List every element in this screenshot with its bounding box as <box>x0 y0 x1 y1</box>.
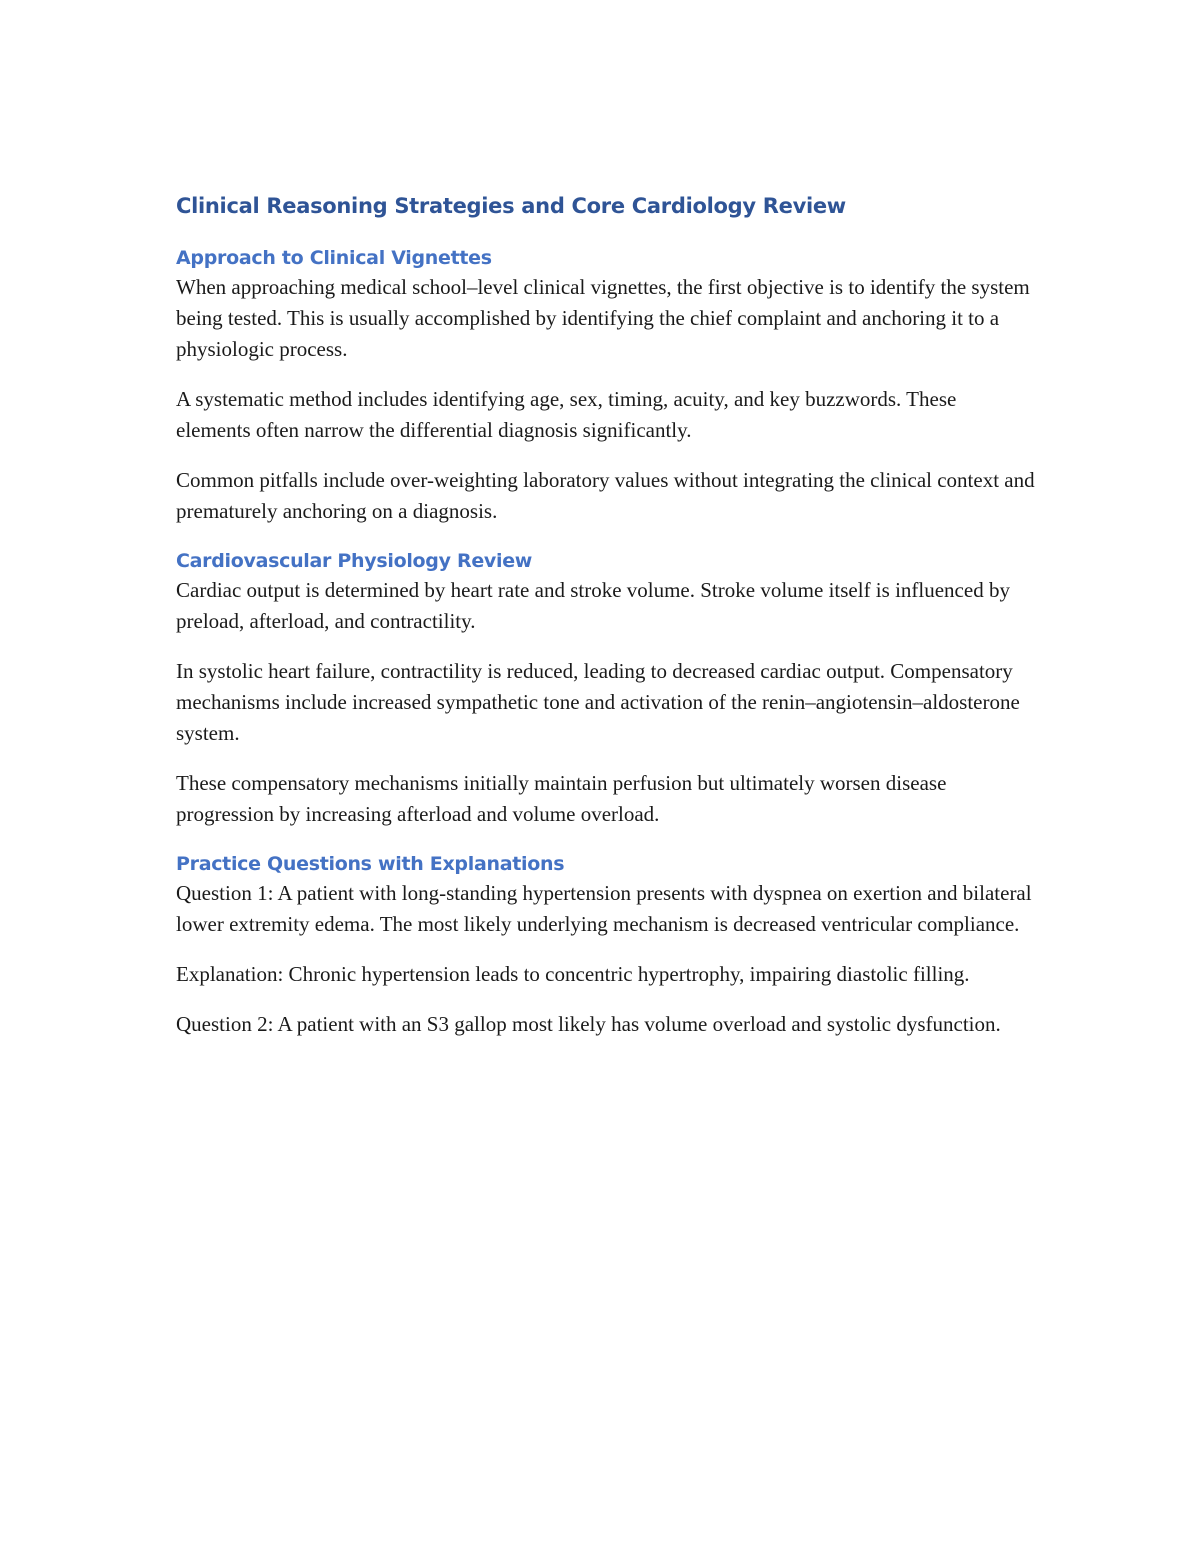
question-paragraph: Question 1: A patient with long-standing hypertension presents with dyspnea on exertion and bilateral lower extremity edema. The most likely underlying mechanism is decreased ventricular compliance. <box>176 881 1032 936</box>
document-body <box>176 190 1036 1040</box>
paragraph: When approaching medical school–level clinical vignettes, the first objective is to identify the system being tested. This is usually accomplished by identifying the chief complaint and anchoring it to a physiologic process. <box>176 275 1030 361</box>
section-approach-to-clinical-vignettes <box>176 244 1036 527</box>
explanation-paragraph: Explanation: Chronic hypertension leads to concentric hypertrophy, impairing diastolic filling. <box>176 962 970 986</box>
section-cardiovascular-physiology-review <box>176 547 1036 830</box>
paragraph: A systematic method includes identifying age, sex, timing, acuity, and key buzzwords. These elements often narrow the differential diagnosis significantly. <box>176 387 957 442</box>
paragraph: Common pitfalls include over-weighting laboratory values without integrating the clinical context and prematurely anchoring on a diagnosis. <box>176 468 1035 523</box>
question-paragraph: Question 2: A patient with an S3 gallop most likely has volume overload and systolic dysfunction. <box>176 1012 1001 1036</box>
section-heading: Cardiovascular Physiology Review <box>176 550 533 572</box>
section-heading: Practice Questions with Explanations <box>176 853 565 875</box>
section-practice-questions <box>176 850 1036 1040</box>
paragraph: These compensatory mechanisms initially maintain perfusion but ultimately worsen disease progression by increasing afterload and volume overload. <box>176 771 947 826</box>
document-title: Clinical Reasoning Strategies and Core Cardiology Review <box>176 194 846 218</box>
section-heading: Approach to Clinical Vignettes <box>176 247 492 269</box>
paragraph: Cardiac output is determined by heart rate and stroke volume. Stroke volume itself is influenced by preload, afterload, and contractility. <box>176 578 1010 633</box>
paragraph: In systolic heart failure, contractility is reduced, leading to decreased cardiac output. Compensatory mechanisms include increased sympathetic tone and activation of the renin–angiotensin–aldosterone system. <box>176 659 1020 745</box>
